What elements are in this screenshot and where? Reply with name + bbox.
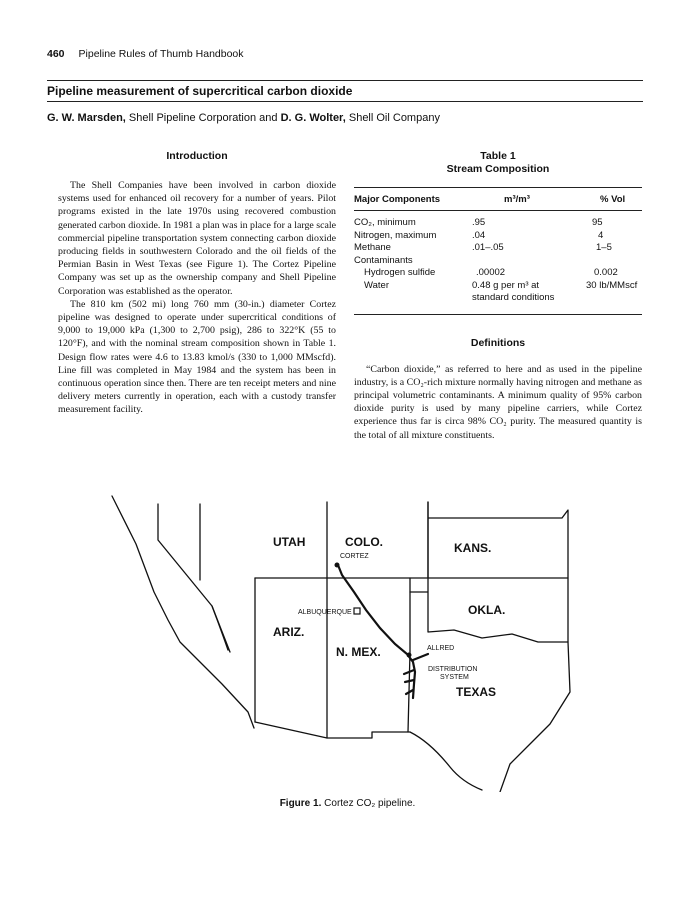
component-cell: Water [364, 279, 389, 291]
distribution-branch-1 [413, 654, 428, 660]
table-row [354, 255, 642, 268]
table-row [354, 242, 642, 255]
header-major-components: Major Components [354, 194, 441, 205]
header-m3-per-m3: m³/m³ [504, 194, 530, 205]
author-conjunction: and [259, 112, 278, 124]
label-texas: TEXAS [456, 685, 497, 699]
definitions-heading: Definitions [470, 336, 526, 349]
definitions-text [354, 363, 642, 442]
table-bottom-rule [354, 314, 642, 315]
title-rule [47, 101, 643, 102]
label-okla: OKLA. [468, 603, 506, 617]
vol-cell: 1–5 [596, 242, 612, 253]
label-utah: UTAH [273, 535, 306, 549]
running-head [47, 48, 244, 60]
affiliation-2: Shell Oil Company [348, 112, 440, 124]
component-cell: Nitrogen, maximum [354, 229, 437, 241]
label-colo: COLO. [345, 535, 383, 549]
label-albuquerque: ALBUQUERQUE [298, 609, 352, 616]
m3-cell: .95 [472, 217, 486, 228]
texas-outline [410, 642, 570, 792]
vol-cell: 0.002 [594, 267, 618, 278]
introduction-column [58, 150, 336, 417]
table-header-row [354, 188, 642, 210]
kansas-outline [428, 502, 568, 578]
table-header-rule [354, 210, 642, 211]
table-row [354, 267, 642, 280]
table-row [354, 217, 642, 230]
author-1: G. W. Marsden, [47, 112, 126, 124]
composition-table [354, 187, 642, 315]
vol-cell: 95 [592, 217, 603, 228]
table-label: Table 1 [480, 150, 516, 162]
distribution-branch-3 [405, 680, 414, 682]
table-row [354, 292, 642, 305]
cortez-marker [335, 563, 340, 568]
intro-paragraph-2: The 810 km (502 mi) long 760 mm (30-in.) diameter Cortez pipeline was designed to operate under supercritical conditions of 9,000 to 19,000 kPa (1,300 to 2,700 psig), 286 to 322°K (55 to 120°F), and with the nominal stream composition shown in Table 1. Design flow rates were 4.6 to 13.83 kmol/s (330 to 1,000 MMscfd). Line fill was completed in May 1984 and the system has been in continuous operation since then. There are ten receipt meters and nine delivery meters currently in operation, each with a custody transfer measurement facility. [58, 298, 336, 416]
component-cell: Hydrogen sulfide [364, 267, 436, 278]
albuquerque-marker [354, 608, 360, 614]
label-distribution: DISTRIBUTION [428, 666, 478, 673]
book-title: Pipeline Rules of Thumb Handbook [78, 48, 244, 60]
california-border [158, 504, 230, 652]
allred-marker [407, 653, 412, 658]
colorado-river [212, 606, 228, 650]
page-number: 460 [47, 48, 65, 60]
m3-cell: .01–.05 [472, 242, 504, 253]
vol-cell: 4 [598, 229, 604, 241]
cortez-pipeline-map [110, 492, 580, 792]
pipeline-main [338, 565, 415, 698]
pacific-coastline [112, 496, 254, 728]
header-percent-vol: % Vol [600, 194, 626, 205]
author-2: D. G. Wolter, [280, 112, 346, 124]
component-cell: CO₂, minimum [354, 217, 416, 228]
label-kans: KANS. [454, 541, 492, 555]
vol-cell: 30 lb/MMscf [586, 279, 638, 291]
introduction-heading: Introduction [166, 150, 228, 162]
label-allred: ALLRED [427, 645, 455, 652]
right-column [354, 150, 642, 442]
figure-caption-text: Cortez CO₂ pipeline. [324, 798, 416, 809]
table-caption: Stream Composition [446, 163, 550, 175]
top-rule [47, 80, 643, 81]
affiliation-1: Shell Pipeline Corporation [128, 112, 257, 124]
component-cell: Methane [354, 242, 391, 253]
label-ariz: ARIZ. [273, 625, 305, 639]
table-row [354, 230, 642, 243]
figure-caption [0, 798, 695, 809]
introduction-text [58, 179, 336, 417]
m3-cell: .00002 [476, 267, 506, 278]
label-nmex: N. MEX. [336, 645, 381, 659]
table-body [354, 217, 642, 305]
label-distribution-system: SYSTEM [440, 674, 469, 681]
label-cortez: CORTEZ [340, 553, 369, 560]
intro-paragraph-1: The Shell Companies have been involved in carbon dioxide systems used for enhanced oil recovery for a number of years. Pilot programs existed in the late 1970s using recovered combustion generated carbon dioxide. In 1981 a plan was in place for a large scale commercial pipeline transportation system connecting carbon dioxide producing fields in southwestern Colorado and the oil fields of the Permian Basin in West Texas (see Figure 1). The Cortez Pipeline Company was set up as the ownership company and Shell Pipeline Corporation was established as the operator. [58, 180, 336, 297]
arizona-mexico-border [255, 722, 410, 738]
m3-cell: .04 [472, 229, 486, 241]
definitions-paragraph-1: “Carbon dioxide,” as referred to here and as used in the pipeline industry, is a CO₂-rich mixture normally having nitrogen and methane as principal volumetric contaminants. A minimum quality of 95% carbon dioxide purity is used by many pipeline carriers, while Cortez experience thus far is circa 98% CO₂ purity. The measured quantity is the total of all mixture constituents. [354, 363, 642, 441]
author-line [47, 112, 440, 124]
component-cell: Contaminants [354, 254, 413, 266]
m3-cell: 0.48 g per m³ at [472, 279, 540, 291]
article-title: Pipeline measurement of supercritical carbon dioxide [47, 84, 353, 98]
figure-label: Figure 1. [279, 798, 322, 809]
m3-cell: standard conditions [472, 292, 555, 303]
table-row [354, 280, 642, 293]
